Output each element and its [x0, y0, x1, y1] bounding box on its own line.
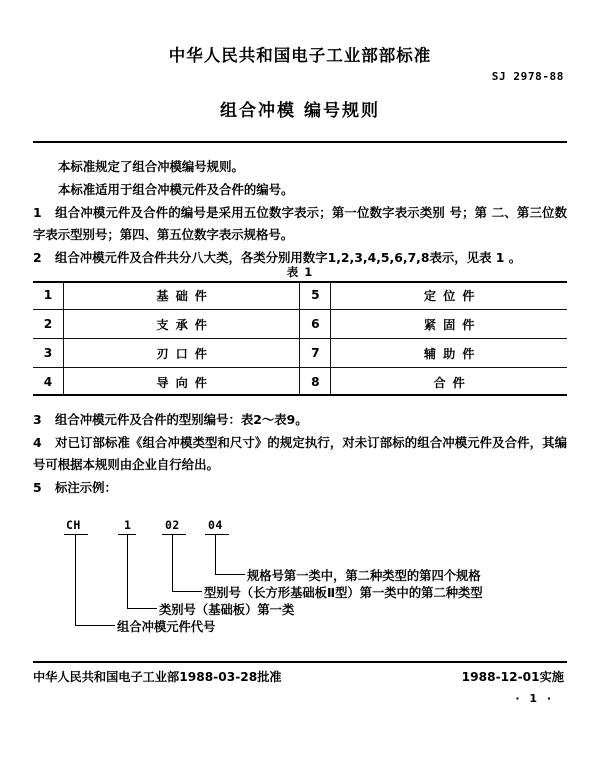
leader-hline-type: [172, 591, 202, 592]
category-table: [33, 281, 567, 396]
clause-2-number: 2: [33, 249, 42, 265]
cell-left-no: 3: [33, 339, 63, 368]
code-underline-type: [162, 534, 186, 535]
cell-right-name: 合件: [433, 375, 472, 390]
clause-4: [33, 432, 567, 475]
cell-left-no: 4: [33, 368, 63, 397]
code-underline-size: [205, 534, 229, 535]
clause-5-text: 标注示例：: [55, 479, 117, 495]
clause-5-number: 5: [33, 479, 42, 495]
cell-right-no: 6: [300, 310, 331, 339]
page-number: · 1 ·: [515, 692, 554, 705]
code-segment-type: 02: [165, 518, 180, 532]
designation-example-diagram: [0, 506, 600, 651]
table-row: [33, 281, 567, 310]
scope-line-1: 本标准规定了组合冲模编号规则。: [58, 159, 244, 174]
annotation-prefix: 组合冲模元件代号: [117, 620, 216, 634]
table-row: [33, 310, 567, 339]
code-segment-size: 04: [208, 518, 223, 532]
cell-right-name: 紧固件: [331, 310, 567, 339]
clause-1-number: 1: [33, 205, 42, 220]
clause-4-number: 4: [33, 435, 42, 450]
code-underline-prefix: [64, 534, 88, 535]
clause-3: [33, 409, 567, 431]
annotation-size: 规格号第一类中，第二种类型的第四个规格: [247, 569, 481, 583]
cell-right-name: 定位件: [331, 281, 567, 310]
cell-left-name: 基础件: [63, 281, 300, 310]
approval-text: 中华人民共和国电子工业部1988-03-28批准: [33, 670, 282, 684]
clause-2-text: 组合冲模元件及合件共分八大类，各类分别用数字1,2,3,4,5,6,7,8表示，见表 1 。: [55, 249, 522, 265]
clause-4-text: 对已订部标准《组合冲模类型和尺寸》的规定执行，对未订部标的组合冲模元件及合件，其编号可根据本规则由企业自行给出。: [33, 435, 567, 472]
code-segment-prefix: CH: [66, 518, 81, 532]
clause-5: [33, 477, 567, 499]
cell-left-no: 1: [33, 281, 63, 310]
cell-left-name: 支承件: [63, 310, 300, 339]
clause-3-text: 组合冲模元件及合件的型别编号：表2～表9。: [55, 412, 308, 427]
annotation-type: 型别号（长方形基础板Ⅱ型）第一类中的第二种类型: [204, 586, 483, 600]
leader-vline-type: [172, 534, 173, 591]
ministry-header: 中华人民共和国电子工业部部标准: [168, 46, 432, 65]
clause-1-text: 组合冲模元件及合件的编号是采用五位数字表示；第一位数字表示类别 号；第 二、第三位数字表示型别号；第四、第五位数字表示规格号。: [33, 205, 567, 242]
cell-right-no: 8: [300, 368, 331, 397]
body-text-lower: [33, 409, 567, 500]
footer-divider: [33, 661, 567, 663]
cell-right-name: 辅助件: [331, 339, 567, 368]
table-bottom-rule: [33, 394, 567, 396]
leader-hline-prefix: [75, 625, 115, 626]
cell-left-no: 2: [33, 310, 63, 339]
leader-hline-size: [215, 574, 245, 575]
code-segment-category: 1: [124, 518, 132, 532]
leader-vline-category: [127, 534, 128, 608]
leader-vline-size: [215, 534, 216, 574]
clause-3-number: 3: [33, 412, 42, 427]
cell-right-no: 5: [300, 281, 331, 310]
scope-line-2: 本标准适用于组合冲模元件及合件的编号。: [58, 182, 294, 197]
table-row: [33, 368, 567, 397]
document-title: 组合冲模 编号规则: [220, 101, 380, 121]
leader-hline-category: [127, 608, 157, 609]
annotation-category: 类别号（基础板）第一类: [159, 603, 295, 617]
table-row: [33, 339, 567, 368]
cell-left-name: 刃口件: [63, 339, 300, 368]
leader-vline-prefix: [75, 534, 76, 625]
cell-right-no: 7: [300, 339, 331, 368]
body-text-upper: [33, 156, 567, 270]
implementation-text: 1988-12-01实施: [461, 670, 564, 684]
title-divider: [33, 141, 567, 143]
clause-1: [33, 202, 567, 245]
cell-left-name: 导向件: [63, 368, 300, 397]
standard-number: SJ 2978-88: [491, 70, 564, 83]
table-caption: 表 1: [286, 265, 314, 279]
